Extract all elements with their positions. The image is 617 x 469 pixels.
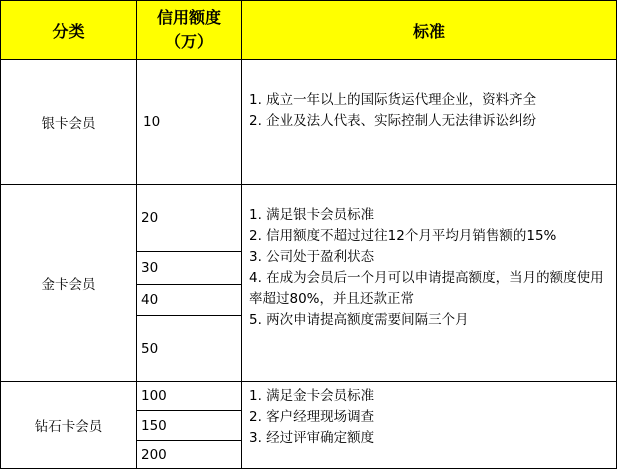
criterion: 1. 成立一年以上的国际货运代理企业，资料齐全: [249, 92, 537, 108]
tier-silver-name: [1, 60, 136, 184]
header-credit-limit-line2: （万）: [164, 32, 213, 51]
tier-silver-limit: [137, 60, 241, 184]
limit-value: 50: [141, 340, 159, 357]
header-category-label: 分类: [52, 21, 85, 41]
tier-gold-criteria: [242, 185, 616, 381]
criterion: 1. 满足金卡会员标准: [249, 388, 375, 404]
grid-line: [136, 410, 242, 411]
limit-value: 100: [141, 388, 167, 404]
grid-line: [0, 59, 617, 60]
limit-value: 40: [141, 292, 159, 308]
tier-diamond-limit: [137, 382, 241, 410]
tier-silver-name-text: 银卡会员: [41, 116, 96, 132]
tier-diamond-name: [1, 382, 136, 468]
tier-gold-limit: [137, 185, 241, 251]
criterion: 1. 满足银卡会员标准: [249, 207, 375, 223]
tier-diamond-limit: [137, 441, 241, 468]
criterion: 2. 信用额度不超过过往12个月平均月销售额的15%: [249, 228, 557, 244]
grid-line: [0, 184, 617, 185]
criterion: 3. 经过评审确定额度: [249, 430, 375, 446]
header-standard: [242, 1, 616, 59]
tier-gold-name: [1, 185, 136, 381]
limit-value: 20: [141, 210, 159, 226]
tier-gold-limit: [137, 252, 241, 284]
tier-diamond-name-text: 钻石卡会员: [34, 419, 103, 435]
grid-line: [0, 0, 617, 1]
tier-silver-criteria: [242, 60, 616, 184]
header-credit-limit: [137, 1, 241, 59]
tier-gold-limit: [137, 285, 241, 315]
criterion: 2. 企业及法人代表、实际控制人无法律诉讼纠纷: [249, 113, 537, 129]
criterion: 5. 两次申请提高额度需要间隔三个月: [249, 312, 469, 328]
criterion: 3. 公司处于盈利状态: [249, 249, 375, 265]
criterion: 4. 在成为会员后一个月可以申请提高额度，当月的额度使用率超过80%，并且还款正常: [249, 270, 604, 307]
header-category: [1, 1, 136, 59]
tier-gold-name-text: 金卡会员: [41, 277, 96, 293]
grid-line: [0, 0, 1, 469]
grid-line: [136, 315, 242, 316]
limit-value: 200: [141, 446, 167, 463]
grid-line: [136, 0, 137, 469]
limit-value: 30: [141, 260, 159, 276]
tier-diamond-criteria: [242, 382, 616, 468]
grid-line: [241, 0, 242, 469]
tier-gold-limit: [137, 316, 241, 381]
tier-diamond-limit: [137, 411, 241, 440]
grid-line: [136, 251, 242, 252]
header-credit-limit-line1: 信用额度: [156, 8, 221, 27]
grid-line: [136, 440, 242, 441]
criterion: 2. 客户经理现场调查: [249, 409, 375, 425]
grid-line: [0, 381, 617, 382]
limit-value: 10: [143, 114, 161, 130]
grid-line: [136, 284, 242, 285]
limit-value: 150: [141, 417, 167, 434]
header-standard-label: 标准: [412, 21, 445, 41]
